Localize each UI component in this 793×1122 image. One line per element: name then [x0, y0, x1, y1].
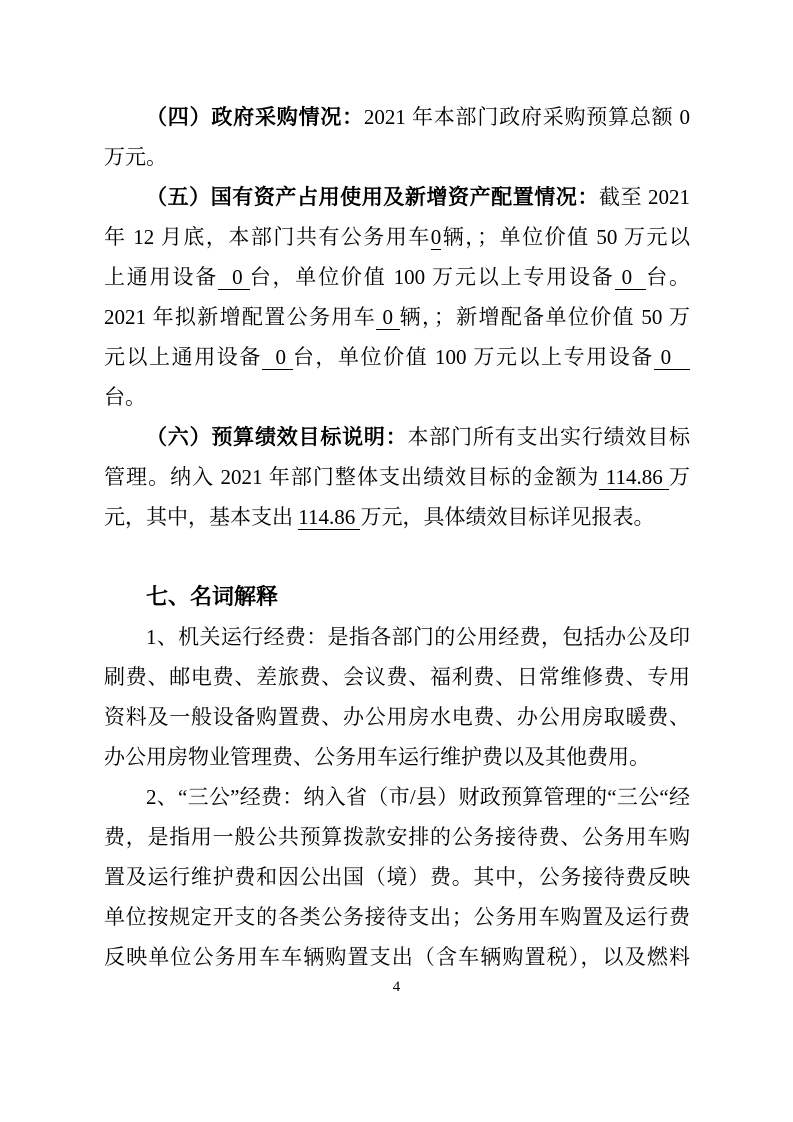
bold-label: （五）国有资产占用使用及新增资产配置情况：	[146, 185, 600, 209]
text-run: 刷费、邮电费、差旅费、会议费、福利费、日常维修费、专用	[104, 665, 690, 689]
text-line	[104, 937, 690, 977]
text-line	[104, 377, 690, 417]
text-line	[104, 657, 690, 697]
text-run: 单位按规定开支的各类公务接待支出；公务用车购置及运行费	[104, 905, 690, 929]
text-line	[104, 417, 690, 457]
bold-label: （四）政府采购情况：	[146, 105, 364, 129]
text-line	[104, 777, 690, 817]
text-run: 辆，；新增配备单位价值 50 万	[399, 305, 690, 329]
text-line	[104, 217, 690, 257]
underlined-value: 114.86	[599, 465, 669, 489]
text-line	[104, 817, 690, 857]
text-line	[104, 337, 690, 377]
text-line	[104, 857, 690, 897]
text-run: 截至 2021	[599, 185, 690, 209]
underlined-value: 0	[614, 265, 647, 289]
text-line	[104, 617, 690, 657]
text-run: 万元。	[104, 145, 167, 169]
text-run: 反映单位公务用车车辆购置支出（含车辆购置税），以及燃料	[104, 945, 690, 969]
text-run: 办公用房物业管理费、公务用车运行维护费以及其他费用。	[104, 745, 650, 769]
text-line	[104, 297, 690, 337]
underlined-value: 0	[653, 345, 690, 369]
text-run: 资料及一般设备购置费、办公用房水电费、办公用房取暖费、	[104, 705, 690, 729]
text-run: 万元，具体绩效目标详见报表。	[360, 505, 655, 529]
text-run: 置及运行维护费和因公出国（境）费。其中，公务接待费反映	[104, 865, 690, 889]
text-run: 元以上通用设备	[104, 345, 262, 369]
text-run: 辆，；单位价值 50 万元以	[441, 225, 690, 249]
underlined-value: 0	[430, 225, 442, 249]
text-run: 台。	[646, 265, 690, 289]
text-line	[104, 137, 690, 177]
text-line	[104, 97, 690, 137]
text-line	[104, 737, 690, 777]
text-line	[104, 697, 690, 737]
underlined-value: 0	[375, 305, 400, 329]
text-run: 1、机关运行经费：是指各部门的公用经费，包括办公及印	[146, 625, 690, 649]
text-line	[104, 497, 690, 537]
page-number: 4	[392, 979, 401, 995]
bold-label: （六）预算绩效目标说明：	[146, 425, 408, 449]
text-line	[104, 457, 690, 497]
text-line	[104, 897, 690, 937]
text-run: 本部门所有支出实行绩效目标	[407, 425, 690, 449]
underlined-value: 0	[218, 265, 250, 289]
text-run: 年 12 月底，本部门共有公务用车	[104, 225, 431, 249]
text-run: 台，单位价值 100 万元以上专用设备	[249, 265, 615, 289]
page-content	[104, 97, 690, 977]
text-run: 台。	[104, 385, 146, 409]
text-line	[104, 257, 690, 297]
text-run: 2、“三公”经费：纳入省（市/县）财政预算管理的“三公“经	[146, 785, 690, 809]
section-heading: 七、名词解释	[146, 584, 279, 609]
text-line	[104, 177, 690, 217]
text-run: 2021 年本部门政府采购预算总额 0	[363, 105, 690, 129]
text-run: 台，单位价值 100 万元以上专用设备	[292, 345, 654, 369]
text-run: 2021 年拟新增配置公务用车	[104, 305, 376, 329]
text-run: 费，是指用一般公共预算拨款安排的公务接待费、公务用车购	[104, 825, 690, 849]
underlined-value: 114.86	[298, 505, 361, 529]
text-run: 管理。纳入 2021 年部门整体支出绩效目标的金额为	[104, 465, 600, 489]
underlined-value: 0	[261, 345, 293, 369]
text-run: 元，其中，基本支出	[104, 505, 299, 529]
text-run: 万	[669, 465, 690, 489]
text-run: 上通用设备	[104, 265, 219, 289]
